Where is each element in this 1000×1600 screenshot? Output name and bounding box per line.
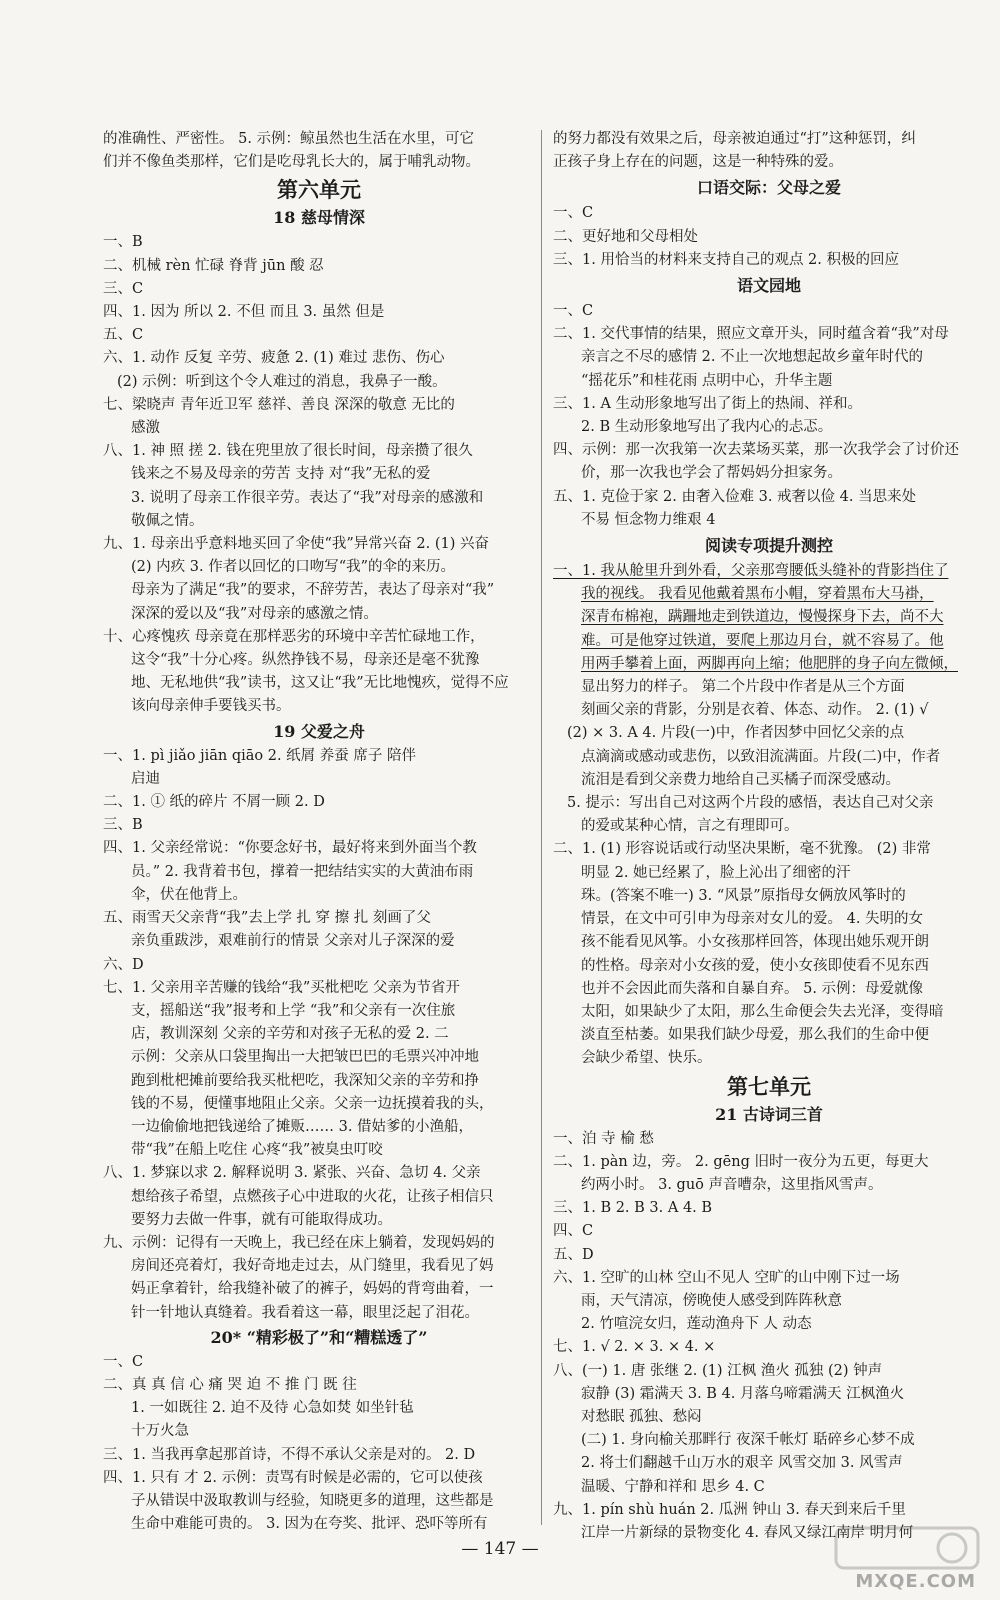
- text-line: 九、1. 母亲出乎意料地买回了伞使“我”异常兴奋 2. (1) 兴奋: [103, 536, 489, 553]
- text-line: 珠。(答案不唯一) 3. “风景”原指母女俩放风筝时的: [581, 887, 906, 904]
- text-line: 母亲为了满足“我”的要求，不辞劳苦，表达了母亲对“我”: [131, 582, 495, 599]
- text-line: 会缺少希望、快乐。: [581, 1050, 712, 1067]
- text-line: 妈正拿着针，给我缝补破了的裤子，妈妈的背弯曲着，一: [131, 1281, 494, 1298]
- text-line: 寂静 (3) 霜满天 3. B 4. 月落乌啼霜满天 江枫渔火: [581, 1385, 905, 1402]
- text-line: 5. 提示：写出自己对这两个片段的感悟，表达自己对父亲: [567, 795, 934, 812]
- unit-title: 第六单元: [277, 177, 361, 203]
- text-line: 约两小时。 3. guō 声音嘈杂，这里指风雪声。: [581, 1176, 883, 1193]
- text-line: 示例：父亲从口袋里掏出一大把皱巴巴的毛票兴冲冲地: [131, 1049, 479, 1066]
- text-line: 亲负重跋涉，艰难前行的情景 父亲对儿子深深的爱: [131, 933, 455, 950]
- text-line: (2) 示例：听到这个令人难过的消息，我鼻子一酸。: [117, 373, 447, 390]
- text-line: 这令“我”十分心疼。纵然挣钱不易，母亲还是毫不犹豫: [131, 652, 480, 669]
- text-line: 3. 说明了母亲工作很辛劳。表达了“我”对母亲的感激和: [131, 489, 484, 506]
- text-line: (二) 1. 身向榆关那畔行 夜深千帐灯 聒碎乡心梦不成: [581, 1432, 915, 1449]
- text-line: 点滴滴或感动或悲伤，以致泪流满面。片段(二)中，作者: [581, 748, 941, 765]
- text-line: 带“我”在船上吃住 心疼“我”被臭虫叮咬: [131, 1142, 383, 1159]
- text-line: (2) × 3. A 4. 片段(一)中，作者因梦中回忆父亲的点: [567, 725, 905, 742]
- section-title: 语文园地: [736, 276, 801, 296]
- text-line: 一、泊 寺 榆 愁: [553, 1130, 654, 1147]
- text-line: 四、C: [553, 1223, 594, 1240]
- text-line: 子从错误中汲取教训与经验，知晓更多的道理，这些都是: [131, 1492, 494, 1509]
- section-title: 口语交际：父母之爱: [696, 178, 841, 198]
- text-line: 感激: [131, 420, 160, 437]
- text-line: 2. 将士们翻越千山万水的艰辛 风雪交加 3. 风雪声: [581, 1455, 903, 1472]
- text-line: 三、1. 当我再拿起那首诗，不得不承认父亲是对的。 2. D: [103, 1446, 476, 1463]
- text-line: 五、D: [553, 1246, 594, 1263]
- text-line: 三、1. B 2. B 3. A 4. B: [553, 1200, 713, 1217]
- text-line: 不易 恒念物力维艰 4: [581, 511, 716, 528]
- text-line: 六、1. 空旷的山林 空山不见人 空旷的山中刚下过一场: [553, 1269, 900, 1286]
- text-line: 亲言之不尽的感情 2. 不止一次地想起故乡童年时代的: [581, 349, 924, 366]
- text-line: 一、C: [103, 1353, 144, 1370]
- text-line: 对愁眠 孤独、愁闷: [581, 1408, 702, 1425]
- text-line: 启迪: [131, 770, 160, 787]
- text-line: 一、1. 我从舱里升到外看，父亲那弯腰低头缝补的背影挡住了: [553, 563, 949, 580]
- text-line: 跑到枇杷摊前要给我买枇杷吃，我深知父亲的辛劳和挣: [131, 1072, 479, 1089]
- text-line: 难。可是他穿过铁道，要爬上那边月台，就不容易了。他: [581, 632, 944, 649]
- text-line: 淡直至枯萎。如果我们缺少母爱，那么我们的生命中便: [581, 1027, 929, 1044]
- lesson-title: 20* “精彩极了”和“糟糕透了”: [210, 1327, 428, 1347]
- text-line: 三、1. 用恰当的材料来支持自己的观点 2. 积极的回应: [553, 251, 899, 268]
- text-line: 支，摇船送“我”报考和上学 “我”和父亲有一次住旅: [131, 1002, 456, 1019]
- text-line: 1. 一如既往 2. 迫不及待 心急如焚 如坐针毡: [131, 1400, 414, 1417]
- text-line: 雨，天气清凉，傍晚使人感受到阵阵秋意: [581, 1292, 842, 1309]
- text-line: 太阳，如果缺少了太阳，那么生命便会失去光泽，变得暗: [581, 1003, 944, 1020]
- text-line: 的爱或某种心情，言之有理即可。: [581, 818, 799, 835]
- text-line: 五、雨雪天父亲背“我”去上学 扎 穿 擦 扎 刻画了父: [103, 910, 431, 927]
- text-line: 三、1. A 生动形象地写出了街上的热闹、祥和。: [553, 395, 863, 412]
- watermark-text: MXQE.COM: [855, 1571, 976, 1592]
- text-line: 地、无私地供“我”读书，这又让“我”无比地愧疚，觉得不应: [131, 675, 509, 692]
- text-line: 六、1. 动作 反复 辛劳、疲惫 2. (1) 难过 悲伤、伤心: [103, 350, 445, 367]
- lesson-title: 19 父爱之舟: [273, 721, 365, 741]
- text-line: 二、1. (1) 形容说话或行动坚决果断，毫不犹豫。 (2) 非常: [553, 841, 931, 858]
- unit-title: 第七单元: [727, 1073, 811, 1099]
- text-line: “摇花乐”和桂花雨 点明中心，升华主题: [581, 372, 833, 389]
- text-line: 四、1. 因为 所以 2. 不但 而且 3. 虽然 但是: [103, 304, 385, 321]
- text-line: 二、机械 rèn 忙碌 脊背 jūn 酸 忍: [103, 257, 324, 274]
- page-number: — 147 —: [461, 1539, 539, 1559]
- right-column: [553, 128, 985, 1545]
- text-line: 二、更好地和父母相处: [553, 228, 698, 245]
- text-line: 二、真 真 信 心 痛 哭 迫 不 推 门 既 往: [103, 1376, 357, 1393]
- text-line: 想给孩子希望，点燃孩子心中进取的火花，让孩子相信只: [131, 1188, 494, 1205]
- text-line: 七、1. 父亲用辛苦赚的钱给“我”买枇杷吃 父亲为节省开: [103, 979, 460, 996]
- lesson-title: 21 古诗词三首: [715, 1104, 823, 1124]
- text-line: 正孩子身上存在的问题，这是一种特殊的爱。: [553, 154, 843, 171]
- text-line: 伞，伏在他背上。: [131, 886, 247, 903]
- text-line: 钱的不易，便懂事地阻止父亲。父亲一边抚摸着我的头，: [131, 1095, 494, 1112]
- text-line: 五、C: [103, 327, 144, 344]
- text-line: 一、C: [553, 303, 594, 320]
- text-line: 四、1. 父亲经常说：“你要念好书，最好将来到外面当个教: [103, 840, 477, 857]
- text-line: 八、1. 梦寐以求 2. 解释说明 3. 紧张、兴奋、急切 4. 父亲: [103, 1165, 481, 1182]
- text-line: 四、1. 只有 才 2. 示例：责骂有时候是必需的，它可以使孩: [103, 1469, 483, 1486]
- text-line: 一边偷偷地把钱递给了摊贩…… 3. 借姑爹的小渔船，: [131, 1118, 474, 1135]
- text-line: 一、B: [103, 234, 143, 251]
- text-line: 员。” 2. 我背着书包，撑着一把结结实实的大黄油布雨: [131, 863, 474, 880]
- text-line: 显出努力的样子。 第二个片段中作者是从三个方面: [581, 679, 905, 696]
- text-line: 孩不能看见风筝。小女孩那样回答，体现出她乐观开朗: [581, 934, 929, 951]
- text-line: 八、1. 神 照 搓 2. 钱在兜里放了很长时间，母亲攒了很久: [103, 443, 473, 460]
- text-line: 深青布棉袍，蹒跚地走到铁道边，慢慢探身下去，尚不大: [581, 609, 944, 626]
- text-line: 该向母亲伸手要钱买书。: [131, 698, 291, 715]
- text-line: 七、1. √ 2. × 3. × 4. ×: [553, 1339, 716, 1356]
- text-line: 针一针地认真缝着。我看着这一幕，眼里泛起了泪花。: [131, 1304, 479, 1321]
- column-divider: [541, 130, 542, 1525]
- text-line: 的准确性、严密性。 5. 示例：鲸虽然也生活在水里，可它: [103, 131, 475, 147]
- text-line: 三、B: [103, 817, 143, 834]
- text-line: 六、D: [103, 956, 144, 973]
- text-line: (2) 内疚 3. 作者以回忆的口吻写“我”的伞的来历。: [131, 559, 456, 576]
- text-line: 十、心疼愧疚 母亲竟在那样恶劣的环境中辛苦忙碌地工作，: [103, 628, 485, 645]
- text-line: 二、1. pàn 边，旁。 2. gēng 旧时一夜分为五更，每更大: [553, 1153, 929, 1170]
- text-line: 二、1. ① 纸的碎片 不屑一顾 2. D: [103, 794, 325, 811]
- text-line: 也并不会因此而失落和自暴自弃。 5. 示例：母爱就像: [581, 980, 924, 997]
- text-line: 明显 2. 她已经累了，脸上沁出了细密的汗: [581, 864, 851, 881]
- text-line: 敬佩之情。: [131, 512, 204, 529]
- text-line: 九、1. pín shù huán 2. 瓜洲 钟山 3. 春天到来后千里: [553, 1501, 906, 1518]
- text-line: 刻画父亲的背影，分别是衣着、体态、动作。 2. (1) √: [581, 702, 929, 719]
- text-line: 流泪是看到父亲费力地给自己买橘子而深受感动。: [581, 771, 900, 788]
- text-line: 九、示例：记得有一天晚上，我已经在床上躺着，发现妈妈的: [103, 1234, 495, 1251]
- text-line: 温暖、宁静和祥和 思乡 4. C: [581, 1478, 765, 1495]
- text-line: 的努力都没有效果之后，母亲被迫通过“打”这种惩罚，纠: [553, 131, 916, 147]
- text-line: 我的视线。 我看见他戴着黑布小帽，穿着黑布大马褂，: [581, 586, 934, 603]
- text-line: 四、示例：那一次我第一次去菜场买菜，那一次我学会了讨价还: [553, 442, 959, 459]
- text-line: 二、1. 交代事情的结果，照应文章开头，同时蕴含着“我”对母: [553, 326, 949, 343]
- text-line: 八、(一) 1. 唐 张继 2. (1) 江枫 渔火 孤独 (2) 钟声: [553, 1362, 883, 1379]
- text-line: 情景，在文中可引申为母亲对女儿的爱。 4. 失明的女: [581, 911, 924, 928]
- text-line: 七、梁晓声 青年近卫军 慈祥、善良 深深的敬意 无比的: [103, 396, 455, 413]
- text-line: 三、C: [103, 280, 144, 297]
- text-line: 2. B 生动形象地写出了我内心的忐忑。: [581, 419, 833, 436]
- left-column: [103, 128, 535, 1536]
- text-line: 要努力去做一件事，就有可能取得成功。: [131, 1211, 392, 1228]
- text-line: 房间还亮着灯，我好奇地走过去，从门缝里，我看见了妈: [131, 1258, 494, 1275]
- text-line: 一、1. pì jiǎo jiān qiāo 2. 纸屑 养蚕 席子 陪伴: [103, 747, 416, 764]
- text-line: 的性格。母亲对小女孩的爱，使小女孩即使看不见东西: [581, 957, 929, 974]
- text-line: 用两手攀着上面，两脚再向上缩；他肥胖的身子向左微倾，: [581, 655, 958, 672]
- text-line: 价，那一次我也学会了帮妈妈分担家务。: [581, 465, 842, 482]
- text-line: 们并不像鱼类那样，它们是吃母乳长大的，属于哺乳动物。: [103, 154, 480, 171]
- text-line: 店，教训深刻 父亲的辛劳和对孩子无私的爱 2. 二: [131, 1026, 449, 1043]
- text-line: 钱来之不易及母亲的劳苦 支持 对“我”无私的爱: [131, 466, 431, 483]
- text-line: 生命中难能可贵的。 3. 因为在夸奖、批评、恐吓等所有: [131, 1516, 488, 1533]
- text-line: 五、1. 克俭于家 2. 由奢入俭难 3. 戒奢以俭 4. 当思来处: [553, 488, 917, 505]
- lesson-title: 18 慈母情深: [273, 208, 365, 228]
- text-line: 深深的爱以及“我”对母亲的感激之情。: [131, 605, 378, 622]
- text-line: 2. 竹喧浣女归，莲动渔舟下 人 动态: [581, 1316, 812, 1333]
- section-title: 阅读专项提升测控: [704, 536, 833, 556]
- text-line: 江岸一片新绿的景物变化 4. 春风又绿江南岸 明月何: [581, 1524, 914, 1541]
- text-line: 十万火急: [131, 1423, 189, 1440]
- text-line: 一、C: [553, 205, 594, 222]
